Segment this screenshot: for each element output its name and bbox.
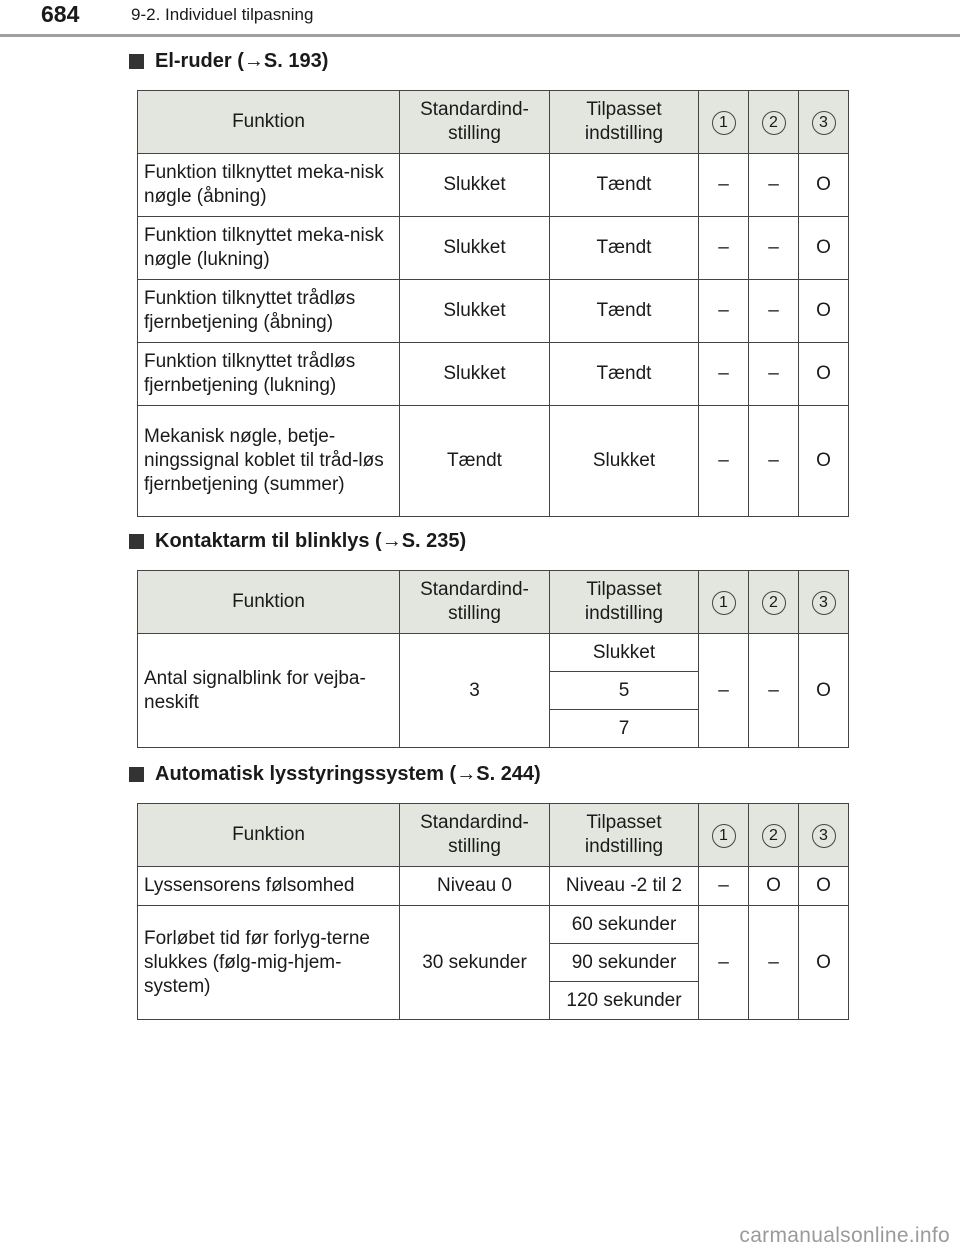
circled-2-icon: 2: [762, 824, 786, 848]
table-row: [138, 406, 849, 517]
col-header-1: [699, 91, 749, 154]
section-ref: S. 235): [401, 530, 467, 552]
cell-standard: Slukket: [400, 217, 550, 280]
arrow-right-icon: →: [243, 50, 264, 72]
square-bullet-icon: [129, 767, 144, 782]
cell-c3: O: [799, 906, 849, 1020]
table-header-row: [138, 804, 849, 867]
cell-c2: –: [749, 280, 799, 343]
cell-c3: O: [799, 867, 849, 906]
col-header-tilpasset: Tilpasset indstilling: [550, 804, 699, 867]
cell-tilpasset: Tændt: [550, 343, 699, 406]
cell-funktion: Lyssensorens følsomhed: [138, 867, 400, 906]
cell-option: 120 sekunder: [550, 982, 699, 1020]
section-title-blinklys: [129, 528, 466, 554]
cell-c2: –: [749, 634, 799, 748]
circled-3-icon: 3: [812, 111, 836, 135]
cell-c3: O: [799, 154, 849, 217]
watermark: carmanualsonline.info: [739, 1224, 950, 1247]
cell-tilpasset: Tændt: [550, 154, 699, 217]
table-row: [138, 867, 849, 906]
circled-2-icon: 2: [762, 591, 786, 615]
square-bullet-icon: [129, 534, 144, 549]
cell-standard: Slukket: [400, 280, 550, 343]
section-ref: S. 244): [476, 763, 541, 785]
col-header-3: [799, 91, 849, 154]
arrow-right-icon: →: [381, 530, 402, 552]
col-header-funktion: Funktion: [138, 804, 400, 867]
col-header-2: [749, 91, 799, 154]
cell-c1: –: [699, 406, 749, 517]
cell-standard: Tændt: [400, 406, 550, 517]
col-header-2: [749, 804, 799, 867]
cell-funktion: Funktion tilknyttet trådløs fjernbetjening (lukning): [138, 343, 400, 406]
col-header-standard: Standardind-stilling: [400, 571, 550, 634]
cell-standard: 30 sekunder: [400, 906, 550, 1020]
col-header-3: [799, 571, 849, 634]
cell-tilpasset: Niveau -2 til 2: [550, 867, 699, 906]
col-header-3: [799, 804, 849, 867]
cell-funktion: Antal signalblink for vejba-neskift: [138, 634, 400, 748]
circled-1-icon: 1: [712, 824, 736, 848]
col-header-2: [749, 571, 799, 634]
cell-standard: Slukket: [400, 154, 550, 217]
table-row: [138, 906, 849, 944]
settings-table-lysstyring: [137, 803, 849, 1020]
cell-c1: –: [699, 217, 749, 280]
cell-funktion: Funktion tilknyttet meka-nisk nøgle (åbning): [138, 154, 400, 217]
cell-option: 7: [550, 710, 699, 748]
col-header-1: [699, 571, 749, 634]
table-row: [138, 217, 849, 280]
col-header-1: [699, 804, 749, 867]
col-header-tilpasset: Tilpasset indstilling: [550, 91, 699, 154]
circled-3-icon: 3: [812, 824, 836, 848]
col-header-standard: Standardind-stilling: [400, 804, 550, 867]
running-title: 9-2. Individuel tilpasning: [131, 5, 314, 24]
table-header-row: [138, 91, 849, 154]
col-header-funktion: Funktion: [138, 571, 400, 634]
cell-standard: Niveau 0: [400, 867, 550, 906]
cell-c1: –: [699, 906, 749, 1020]
circled-2-icon: 2: [762, 111, 786, 135]
circled-3-icon: 3: [812, 591, 836, 615]
section-title-text: Automatisk lysstyringssystem (: [155, 763, 457, 785]
section-title-lysstyring: [129, 761, 541, 787]
col-header-tilpasset: Tilpasset indstilling: [550, 571, 699, 634]
col-header-standard: Standardind-stilling: [400, 91, 550, 154]
circled-1-icon: 1: [712, 591, 736, 615]
cell-c1: –: [699, 634, 749, 748]
cell-c1: –: [699, 280, 749, 343]
table-row: [138, 634, 849, 672]
cell-c2: –: [749, 154, 799, 217]
cell-c1: –: [699, 154, 749, 217]
cell-c3: O: [799, 406, 849, 517]
cell-c3: O: [799, 343, 849, 406]
section-title-el-ruder: [129, 48, 328, 74]
section-title-text: Kontaktarm til blinklys (: [155, 530, 382, 552]
cell-option: 5: [550, 672, 699, 710]
cell-c1: –: [699, 343, 749, 406]
table-header-row: [138, 571, 849, 634]
cell-option: 90 sekunder: [550, 944, 699, 982]
table-row: [138, 280, 849, 343]
cell-c2: –: [749, 217, 799, 280]
cell-funktion: Mekanisk nøgle, betje-ningssignal koblet til tråd-løs fjernbetjening (summer): [138, 406, 400, 517]
cell-funktion: Funktion tilknyttet trådløs fjernbetjening (åbning): [138, 280, 400, 343]
cell-c2: O: [749, 867, 799, 906]
cell-c3: O: [799, 280, 849, 343]
header-rule: [0, 34, 960, 37]
cell-c3: O: [799, 217, 849, 280]
arrow-right-icon: →: [456, 763, 477, 785]
cell-c2: –: [749, 343, 799, 406]
table-row: [138, 154, 849, 217]
square-bullet-icon: [129, 54, 144, 69]
col-header-funktion: Funktion: [138, 91, 400, 154]
cell-option: 60 sekunder: [550, 906, 699, 944]
section-ref: S. 193): [263, 50, 329, 72]
settings-table-el-ruder: [137, 90, 849, 517]
cell-funktion: Forløbet tid før forlyg-terne slukkes (følg-mig-hjem-system): [138, 906, 400, 1020]
settings-table-blinklys: [137, 570, 849, 748]
cell-tilpasset: Tændt: [550, 280, 699, 343]
page-number: 684: [41, 1, 80, 27]
cell-option: Slukket: [550, 634, 699, 672]
cell-c2: –: [749, 906, 799, 1020]
cell-standard: 3: [400, 634, 550, 748]
cell-standard: Slukket: [400, 343, 550, 406]
cell-tilpasset: Slukket: [550, 406, 699, 517]
cell-c1: –: [699, 867, 749, 906]
cell-funktion: Funktion tilknyttet meka-nisk nøgle (lukning): [138, 217, 400, 280]
cell-c3: O: [799, 634, 849, 748]
circled-1-icon: 1: [712, 111, 736, 135]
cell-tilpasset: Tændt: [550, 217, 699, 280]
cell-c2: –: [749, 406, 799, 517]
section-title-text: El-ruder (: [155, 50, 244, 72]
table-row: [138, 343, 849, 406]
